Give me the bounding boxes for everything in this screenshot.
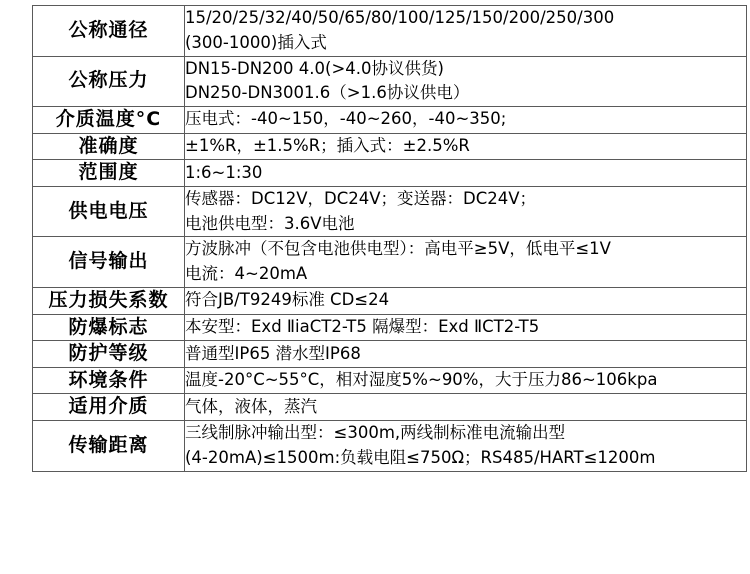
row-label: 压力损失系数 xyxy=(33,287,185,314)
table-row xyxy=(33,6,747,57)
row-value: 气体，液体，蒸汽 xyxy=(185,394,747,421)
table-row xyxy=(33,107,747,134)
row-label: 介质温度°C xyxy=(33,107,185,134)
row-value: 1:6~1:30 xyxy=(185,160,747,187)
table-row xyxy=(33,287,747,314)
table-row xyxy=(33,186,747,237)
row-label: 供电电压 xyxy=(33,186,185,237)
row-label: 传输距离 xyxy=(33,421,185,472)
table-row xyxy=(33,367,747,394)
row-value: 压电式：-40~150，-40~260，-40~350; xyxy=(185,107,747,134)
row-label: 范围度 xyxy=(33,160,185,187)
table-row xyxy=(33,56,747,107)
table-row xyxy=(33,394,747,421)
row-label: 防护等级 xyxy=(33,341,185,368)
table-row xyxy=(33,421,747,472)
table-row xyxy=(33,314,747,341)
row-value: 本安型：Exd ⅡiaCT2-T5 隔爆型：Exd ⅡCT2-T5 xyxy=(185,314,747,341)
row-value: 温度-20°C~55°C，相对湿度5%~90%，大于压力86~106kpa xyxy=(185,367,747,394)
row-value: 传感器：DC12V，DC24V；变送器：DC24V； 电池供电型：3.6V电池 xyxy=(185,186,747,237)
row-value: 15/20/25/32/40/50/65/80/100/125/150/200/250/300 (300-1000)插入式 xyxy=(185,6,747,57)
row-label: 公称通径 xyxy=(33,6,185,57)
row-value: 三线制脉冲输出型：≤300m,两线制标准电流输出型 (4-20mA)≤1500m:负载电阻≤750Ω；RS485/HART≤1200m xyxy=(185,421,747,472)
row-label: 适用介质 xyxy=(33,394,185,421)
row-value: 普通型IP65 潜水型IP68 xyxy=(185,341,747,368)
row-value: 符合JB/T9249标准 CD≤24 xyxy=(185,287,747,314)
row-label: 准确度 xyxy=(33,133,185,160)
row-label: 防爆标志 xyxy=(33,314,185,341)
row-label: 信号输出 xyxy=(33,237,185,288)
row-value: DN15-DN200 4.0(>4.0协议供货) DN250-DN3001.6（>1.6协议供电） xyxy=(185,56,747,107)
row-value: 方波脉冲（不包含电池供电型）：高电平≥5V，低电平≤1V 电流：4~20mA xyxy=(185,237,747,288)
specification-table xyxy=(32,5,747,472)
row-label: 公称压力 xyxy=(33,56,185,107)
table-row xyxy=(33,133,747,160)
table-row xyxy=(33,341,747,368)
row-label: 环境条件 xyxy=(33,367,185,394)
table-row xyxy=(33,237,747,288)
table-row xyxy=(33,160,747,187)
row-value: ±1%R，±1.5%R；插入式：±2.5%R xyxy=(185,133,747,160)
table-body xyxy=(33,6,747,472)
